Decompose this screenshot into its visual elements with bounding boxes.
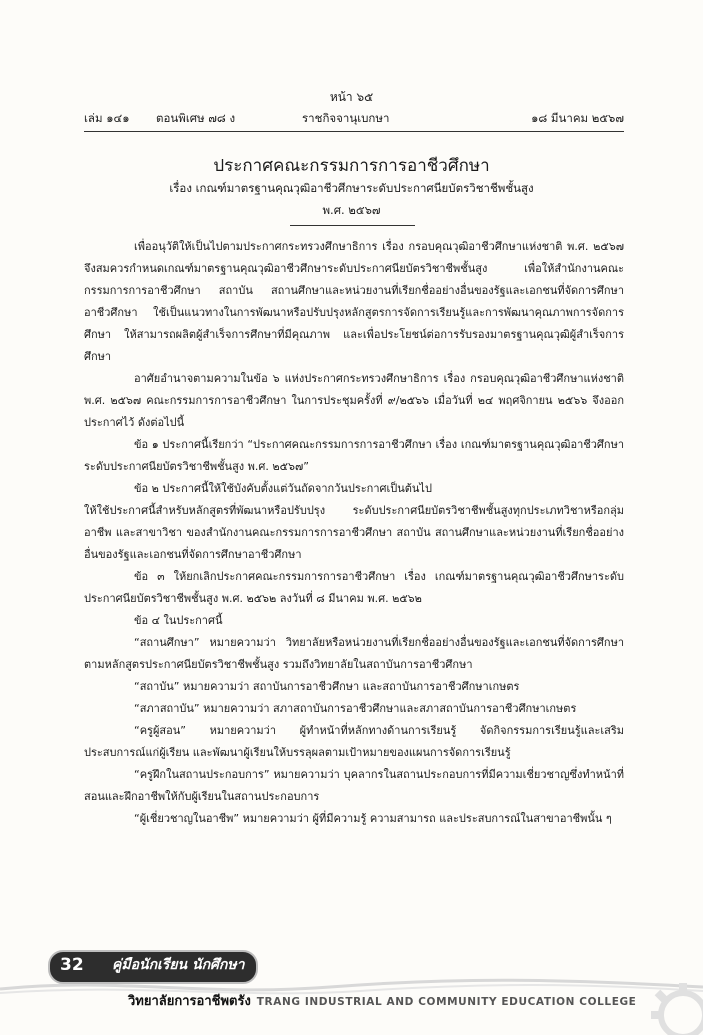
paragraph: “ผู้เชี่ยวชาญในอาชีพ” หมายความว่า ผู้ที่มีความรู้ ความสามารถ และประสบการณ์ในสาขาอาชีพนั้น ๆ <box>134 812 612 825</box>
header-divider <box>84 131 624 132</box>
document-body <box>84 236 624 830</box>
paragraph: ข้อ ๓ ให้ยกเลิกประกาศคณะกรรมการการอาชีวศึกษา เรื่อง เกณฑ์มาตรฐานคุณวุฒิอาชีวศึกษาระดับประกาศนียบัตรวิชาชีพชั้นสูง พ.ศ. ๒๕๖๒ ลงวันที่ ๘ มีนาคม พ.ศ. ๒๕๖๒ <box>84 570 624 605</box>
paragraph: “สถานศึกษา” หมายความว่า วิทยาลัยหรือหน่วยงานที่เรียกชื่ออย่างอื่นของรัฐและเอกชนที่จัดการศึกษาตามหลักสูตรประกาศนียบัตรวิชาชีพชั้นสูง รวมถึงวิทยาลัยในสถาบันการอาชีวศึกษา <box>84 636 624 671</box>
title-divider <box>290 225 415 226</box>
paragraph: ข้อ ๒ ประกาศนี้ให้ใช้บังคับตั้งแต่วันถัดจากวันประกาศเป็นต้นไป <box>134 482 432 495</box>
gear-icon <box>643 975 703 1035</box>
college-name-th: วิทยาลัยการอาชีพตรัง <box>128 994 251 1009</box>
paragraph: ให้ใช้ประกาศนี้สำหรับหลักสูตรที่พัฒนาหรือปรับปรุง ระดับประกาศนียบัตรวิชาชีพชั้นสูงทุกประเภทวิชาหรือกลุ่มอาชีพ และสาขาวิชา ของสำนักงานคณะกรรมการการอาชีวศึกษา สถาบัน สถานศึกษาและหน่วยงานที่เรียกชื่ออย่างอื่นของรัฐและเอกชนที่จัดการศึกษาอาชีวศึกษา <box>84 504 624 561</box>
volume: เล่ม ๑๔๑ <box>84 111 130 125</box>
gazette-header <box>84 110 624 128</box>
paragraph: “สถาบัน” หมายความว่า สถาบันการอาชีวศึกษา และสถาบันการอาชีวศึกษาเกษตร <box>134 680 520 693</box>
college-name-en: TRANG INDUSTRIAL AND COMMUNITY EDUCATION COLLEGE <box>256 996 637 1008</box>
publication-name: ราชกิจจานุเบกษา <box>302 111 390 125</box>
document-subtitle: เรื่อง เกณฑ์มาตรฐานคุณวุฒิอาชีวศึกษาระดับประกาศนียบัตรวิชาชีพชั้นสูง <box>169 181 534 195</box>
document-title: ประกาศคณะกรรมการการอาชีวศึกษา <box>213 156 490 176</box>
college-name <box>128 990 636 1011</box>
paragraph: “ครูฝึกในสถานประกอบการ” หมายความว่า บุคลากรในสถานประกอบการที่มีความเชี่ยวชาญซึ่งทำหน้าที่สอนและฝึกอาชีพให้กับผู้เรียนในสถานประกอบการ <box>84 768 624 803</box>
paragraph: ข้อ ๑ ประกาศนี้เรียกว่า “ประกาศคณะกรรมการการอาชีวศึกษา เรื่อง เกณฑ์มาตรฐานคุณวุฒิอาชีวศึกษาระดับประกาศนียบัตรวิชาชีพชั้นสูง พ.ศ. ๒๕๖๗” <box>84 438 624 473</box>
footer-page-number: 32 <box>60 955 84 975</box>
paragraph: เพื่ออนุวัติให้เป็นไปตามประกาศกระทรวงศึกษาธิการ เรื่อง กรอบคุณวุฒิอาชีวศึกษาแห่งชาติ พ.ศ. ๒๕๖๗ จึงสมควรกำหนดเกณฑ์มาตรฐานคุณวุฒิอาชีวศึกษาระดับประกาศนียบัตรวิชาชีพชั้นสูง เพื่อให้สำนักงานคณะกรรมการการอาชีวศึกษา สถาบัน สถานศึกษาและหน่วยงานที่เรียกชื่ออย่างอื่นของรัฐและเอกชนที่จัดการศึกษาอาชีวศึกษา ใช้เป็นแนวทางในการพัฒนาหรือปรับปรุงหลักสูตรการจัดการเรียนรู้และการพัฒนาคุณภาพการจัดการศึกษา ให้สามารถผลิตผู้สำเร็จการศึกษาที่มีคุณภาพ และเพื่อประโยชน์ต่อการรับรองมาตรฐานคุณวุฒิผู้สำเร็จการศึกษา <box>84 240 624 363</box>
gazette-date: ๑๘ มีนาคม ๒๕๖๗ <box>531 111 624 125</box>
document-year: พ.ศ. ๒๕๖๗ <box>322 203 381 217</box>
paragraph: “สภาสถาบัน” หมายความว่า สภาสถาบันการอาชีวศึกษาและสภาสถาบันการอาชีวศึกษาเกษตร <box>134 702 577 715</box>
section: ตอนพิเศษ ๗๘ ง <box>156 111 236 125</box>
handbook-title: คู่มือนักเรียน นักศึกษา <box>112 957 245 973</box>
paragraph: อาศัยอำนาจตามความในข้อ ๖ แห่งประกาศกระทรวงศึกษาธิการ เรื่อง กรอบคุณวุฒิอาชีวศึกษาแห่งชาติ พ.ศ. ๒๕๖๗ คณะกรรมการการอาชีวศึกษา ในการประชุมครั้งที่ ๙/๒๕๖๖ เมื่อวันที่ ๒๔ พฤศจิกายน ๒๕๖๖ จึงออกประกาศไว้ ดังต่อไปนี้ <box>84 372 624 429</box>
page-number: หน้า ๖๕ <box>329 90 374 104</box>
paragraph: “ครูผู้สอน” หมายความว่า ผู้ทำหน้าที่หลักทางด้านการเรียนรู้ จัดกิจกรรมการเรียนรู้และเสริมประสบการณ์แก่ผู้เรียน และพัฒนาผู้เรียนให้บรรลุผลตามเป้าหมายของแผนการจัดการเรียนรู้ <box>84 724 624 759</box>
paragraph: ข้อ ๔ ในประกาศนี้ <box>134 614 223 627</box>
